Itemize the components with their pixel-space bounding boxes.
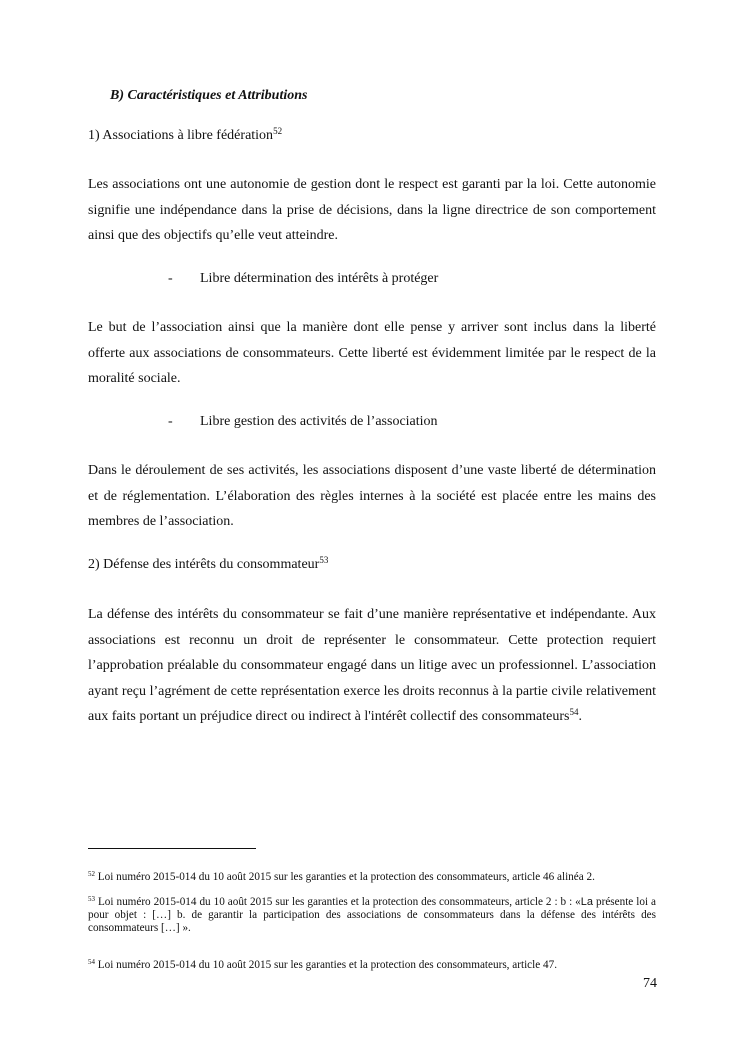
paragraph-1: Les associations ont une autonomie de gestion dont le respect est garanti par la loi. Cette autonomie signifie une indépendance dans la prise de décisions, dans la ligne directrice de son comportement ainsi que des objectifs qu’elle veut atteindre.: [88, 177, 656, 243]
paragraph-4: La défense des intérêts du consommateur se fait d’une manière représentative et indépendante. Aux associations est reconnu un droit de représenter le consommateur. Cette protection requiert l’approbation préalable du consommateur engagé dans un litige avec un professionnel. L’association ayant reçu l’agrément de cette représentation exerce les droits reconnus à la partie civile relativement aux faits portant un préjudice direct ou indirect à l'intérêt collectif des consommateurs$^{54}$.: [88, 607, 656, 724]
footnote-ref-52[interactable]: 52: [273, 126, 283, 136]
subsection-1-title: 1) Associations à libre fédération$^{52}$: [88, 126, 283, 143]
bullet-item-2: - Libre gestion des activités de l’association: [168, 414, 438, 429]
paragraph-3: Dans le déroulement de ses activités, les associations disposent d’une vaste liberté de détermination et de réglementation. L’élaboration des règles internes à la société est placée entre les mains des membres de l’association.: [88, 463, 656, 529]
footnote-separator: [88, 848, 256, 849]
section-heading: B) Caractéristiques et Attributions: [110, 88, 308, 103]
footnote-54: $^{54}$ Loi numéro 2015-014 du 10 août 2015 sur les garanties et la protection des consommateurs, article 47.: [88, 958, 557, 971]
footnote-53: $^{53}$ Loi numéro 2015-014 du 10 août 2015 sur les garanties et la protection des consommateurs, article 2 : b : «La présente loi a pour objet : […] b. de garantir la participation des associations de consommateurs dans la défense des intérêts des consommateurs […] ».: [88, 895, 656, 934]
footnote-ref-54[interactable]: 54: [569, 707, 579, 717]
footnote-ref-53[interactable]: 53: [319, 555, 329, 565]
footnote-52: $^{52}$ Loi numéro 2015-014 du 10 août 2015 sur les garanties et la protection des consommateurs, article 46 alinéa 2.: [88, 870, 595, 883]
paragraph-2: Le but de l’association ainsi que la manière dont elle pense y arriver sont inclus dans la liberté offerte aux associations de consommateurs. Cette liberté est évidemment limitée par le respect de la moralité sociale.: [88, 320, 656, 386]
page-number: 74: [643, 976, 657, 991]
bullet-item-1: - Libre détermination des intérêts à protéger: [168, 271, 439, 286]
subsection-2-title: 2) Défense des intérêts du consommateur$^{53}$: [88, 555, 329, 572]
